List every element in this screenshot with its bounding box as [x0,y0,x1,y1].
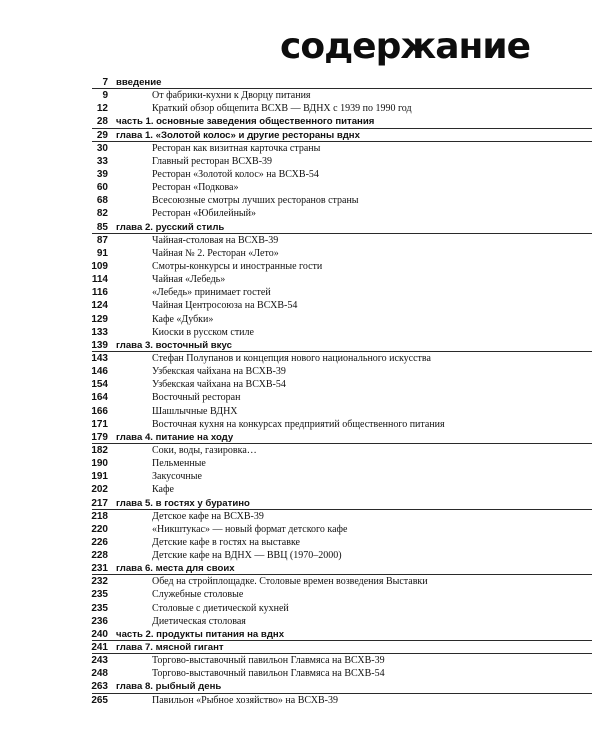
toc-entry [0,405,600,418]
toc-entry-title: Павильон «Рыбное хозяйство» на ВСХВ-39 [152,694,338,706]
toc-entry [0,273,600,286]
toc-page-number: 217 [91,497,108,509]
toc-entry-title: Ресторан «Юбилейный» [152,208,257,220]
toc-entry-title: Узбекская чайхана на ВСХВ-54 [152,379,286,391]
toc-page-number: 29 [96,129,108,141]
toc-section-heading [0,339,600,352]
toc-entry [0,326,600,339]
toc-heading-title: часть 2. продукты питания на вднх [116,628,285,640]
toc-page-number: 91 [96,247,108,259]
toc-section-heading [0,562,600,575]
toc-entry-title: «Лебедь» принимает гостей [152,287,271,299]
toc-entry [0,313,600,326]
toc-heading-title: глава 4. питание на ходу [116,431,234,443]
toc-page-number: 33 [96,155,108,167]
toc-entry [0,549,600,562]
toc-entry-title: Стефан Полупанов и концепция нового национального искусства [152,352,431,364]
toc-heading-title: глава 7. мясной гигант [116,642,224,654]
toc-entry-title: Узбекская чайхана на ВСХВ-39 [152,366,286,378]
toc-page-number: 133 [91,326,108,338]
toc-section-heading [0,431,600,444]
toc-entry [0,470,600,483]
toc-heading-title: глава 6. места для своих [116,563,235,575]
toc-page-number: 164 [91,392,108,404]
toc-entry [0,588,600,601]
table-of-contents [0,76,600,707]
toc-page-number: 82 [96,208,108,220]
toc-entry-title: Закусочные [152,471,202,483]
toc-page-number: 166 [91,405,108,417]
page-title: содержание [280,26,530,67]
toc-entry [0,247,600,260]
toc-heading-title: глава 2. русский стиль [116,221,225,233]
toc-entry-title: Диетическая столовая [152,615,246,627]
toc-page-number: 39 [96,168,108,180]
toc-entry-title: Шашлычные ВДНХ [152,405,238,417]
toc-page-number: 226 [91,536,108,548]
toc-heading-title: введение [116,77,162,88]
toc-page-number: 265 [91,694,108,706]
toc-page-number: 68 [96,195,108,207]
toc-entry [0,207,600,220]
toc-entry [0,654,600,667]
toc-entry [0,365,600,378]
toc-entry [0,575,600,588]
toc-entry-title: Пельменные [152,458,206,470]
toc-entry-title: Всесоюзные смотры лучших ресторанов страны [152,195,359,207]
toc-entry-title: Кафе «Дубки» [152,313,214,325]
toc-heading-title: глава 5. в гостях у буратино [116,497,250,509]
toc-page-number: 9 [102,90,108,102]
toc-entry-title: Детские кафе в гостях на выставке [152,536,300,548]
toc-page-number: 28 [96,116,108,128]
toc-page-number: 190 [91,458,108,470]
toc-entry [0,155,600,168]
toc-page-number: 109 [91,260,108,272]
toc-entry-title: Соки, воды, газировка… [152,444,257,456]
toc-entry-title: Ресторан «Подкова» [152,182,239,194]
toc-entry-title: Восточный ресторан [152,392,241,404]
toc-page-number: 154 [91,379,108,391]
toc-page-number: 114 [91,274,108,286]
toc-entry-title: Детские кафе на ВДНХ — ВВЦ (1970–2000) [152,550,342,562]
toc-entry [0,181,600,194]
toc-entry [0,102,600,115]
toc-entry [0,378,600,391]
toc-entry-title: Краткий обзор общепита ВСХВ — ВДНХ с 1939 по 1990 год [152,103,412,115]
toc-entry [0,194,600,207]
toc-page-number: 241 [91,642,108,654]
toc-heading-title: часть 1. основные заведения общественного питания [116,116,375,128]
toc-page-number: 85 [96,221,108,233]
toc-page-number: 179 [91,431,108,443]
toc-page-number: 116 [91,287,108,299]
toc-entry-title: «Никштукас» — новый формат детского кафе [152,523,348,535]
toc-entry-title: Ресторан как визитная карточка страны [152,142,321,154]
toc-section-heading [0,680,600,693]
toc-entry-title: Кафе [152,484,174,496]
toc-entry [0,299,600,312]
toc-entry [0,260,600,273]
toc-page-number: 60 [96,182,108,194]
toc-page-number: 235 [91,602,108,614]
toc-page-number: 30 [96,142,108,154]
toc-section-heading [0,628,600,641]
toc-entry-title: Главный ресторан ВСХВ-39 [152,155,273,167]
toc-page-number: 171 [91,418,108,430]
toc-page-number: 236 [91,615,108,627]
toc-entry [0,615,600,628]
toc-entry-title: Восточная кухня на конкурсах предприятий общественного питания [152,418,445,430]
toc-entry-title: Торгово-выставочный павильон Главмяса на ВСХВ-39 [152,655,385,667]
toc-entry [0,457,600,470]
toc-page-number: 220 [91,523,108,535]
toc-entry-title: Служебные столовые [152,589,244,601]
toc-entry [0,667,600,680]
toc-entry [0,694,600,707]
toc-entry [0,536,600,549]
toc-entry [0,89,600,102]
toc-page-number: 232 [91,576,108,588]
toc-page-number: 12 [96,103,108,115]
toc-entry [0,391,600,404]
toc-entry-title: Киоски в русском стиле [152,326,254,338]
toc-entry [0,444,600,457]
toc-page-number: 7 [102,77,108,88]
toc-entry-title: Смотры-конкурсы и иностранные гости [152,260,323,272]
toc-page-number: 143 [91,352,108,364]
toc-page-number: 240 [91,628,108,640]
toc-entry-title: Торгово-выставочный павильон Главмяса на ВСХВ-54 [152,668,385,680]
toc-section-heading [0,129,600,142]
toc-page-number: 263 [91,681,108,693]
toc-section-heading [0,221,600,234]
toc-heading-title: глава 1. «Золотой колос» и другие рестораны вднх [116,129,360,141]
toc-page-number: 124 [91,300,108,312]
toc-page-number: 191 [91,471,108,483]
toc-entry-title: Чайная-столовая на ВСХВ-39 [152,234,279,246]
toc-section-heading [0,641,600,654]
toc-page-number: 248 [91,668,108,680]
toc-section-heading [0,115,600,128]
toc-section-heading [0,76,600,89]
toc-page-number: 235 [91,589,108,601]
toc-page-number: 231 [91,563,108,575]
toc-entry-title: Чайная № 2. Ресторан «Лето» [152,247,279,259]
toc-entry [0,168,600,181]
toc-heading-title: глава 3. восточный вкус [116,339,232,351]
toc-entry [0,234,600,247]
toc-entry-title: Детское кафе на ВСХВ-39 [152,510,264,522]
toc-page-number: 202 [91,484,108,496]
toc-entry [0,483,600,496]
toc-page-number: 146 [91,366,108,378]
toc-entry-title: Столовые с диетической кухней [152,602,289,614]
toc-entry-title: Чайная Центросоюза на ВСХВ-54 [152,300,298,312]
toc-entry [0,602,600,615]
toc-heading-title: глава 8. рыбный день [116,681,222,693]
toc-page-number: 228 [91,550,108,562]
toc-entry-title: Ресторан «Золотой колос» на ВСХВ-54 [152,168,319,180]
toc-section-heading [0,497,600,510]
toc-entry-title: От фабрики-кухни к Дворцу питания [152,90,311,102]
toc-entry [0,286,600,299]
toc-entry-title: Чайная «Лебедь» [152,274,226,286]
toc-page-number: 243 [91,655,108,667]
toc-entry-title: Обед на стройплощадке. Столовые времен возведения Выставки [152,576,428,588]
toc-page-number: 129 [91,313,108,325]
toc-page-number: 139 [91,339,108,351]
toc-page-number: 182 [91,444,108,456]
toc-page-number: 87 [96,234,108,246]
toc-entry [0,523,600,536]
toc-entry [0,418,600,431]
toc-entry [0,352,600,365]
toc-page-number: 218 [91,510,108,522]
toc-entry [0,142,600,155]
toc-entry [0,510,600,523]
